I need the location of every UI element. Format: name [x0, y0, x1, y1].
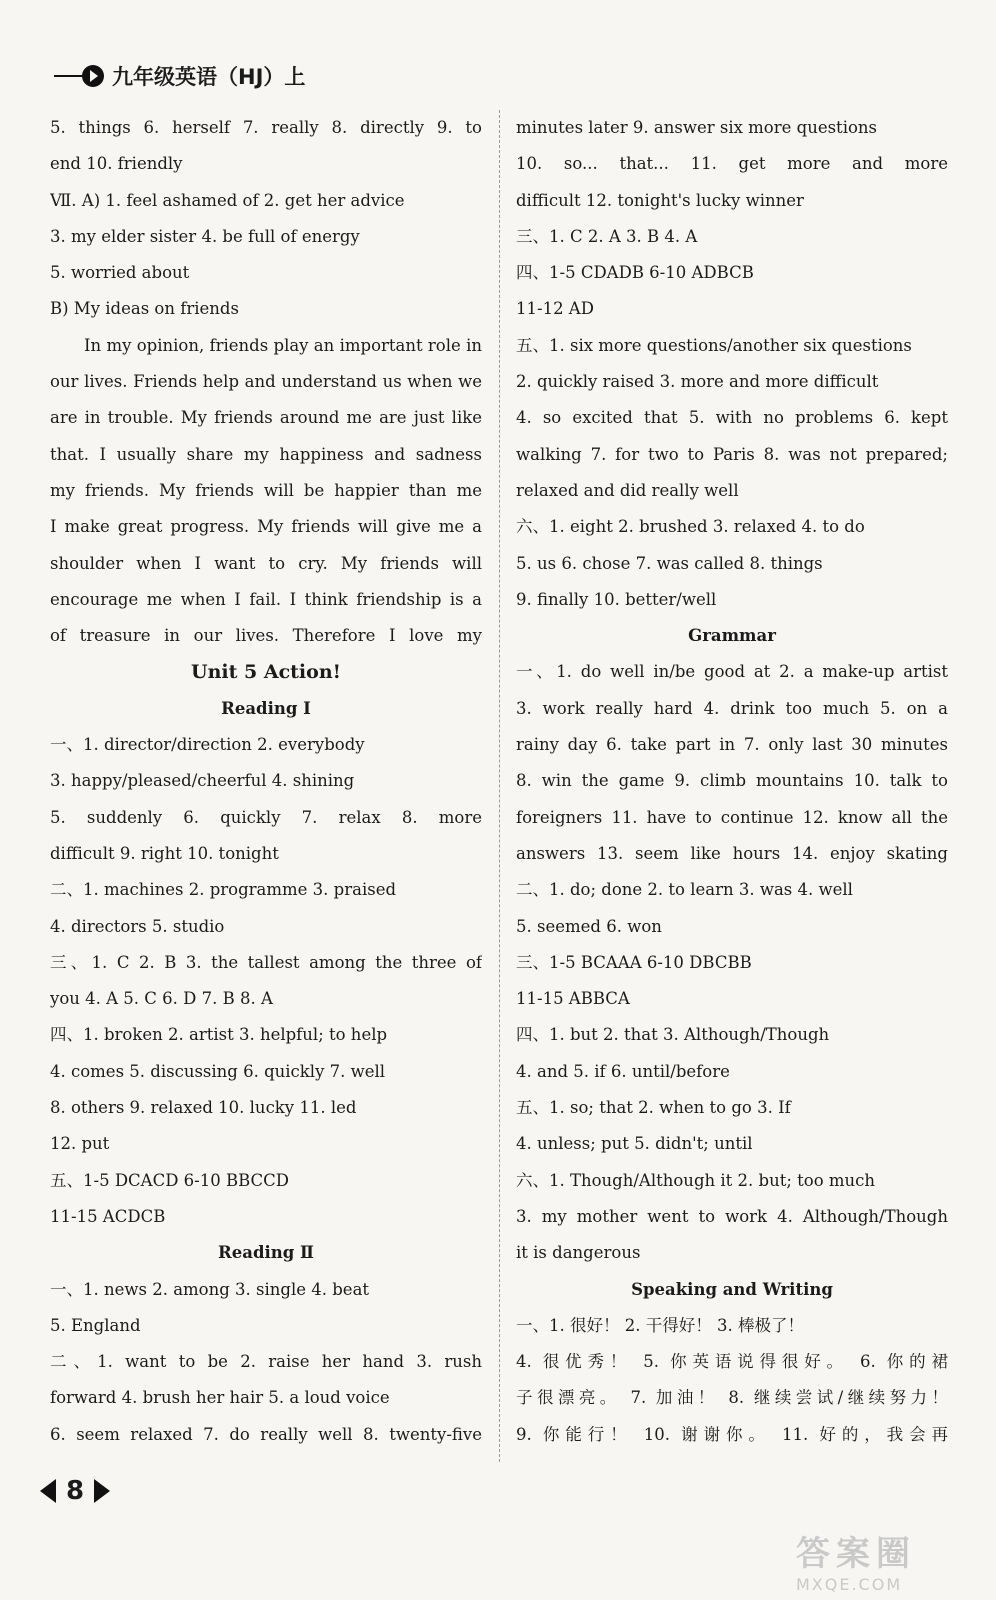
answer-line: 四、1. broken 2. artist 3. helpful; to help — [50, 1025, 388, 1045]
answer-line: 3. my mother went to work 4. Although/Though — [516, 1206, 948, 1226]
answer-line: forward 4. brush her hair 5. a loud voice — [50, 1388, 390, 1408]
answer-line: 六、1. Though/Although it 2. but; too much — [516, 1170, 876, 1190]
answer-line: Grammar — [688, 626, 776, 646]
answer-line: you 4. A 5. C 6. D 7. B 8. A — [50, 989, 273, 1009]
answer-line: 六、1. eight 2. brushed 3. relaxed 4. to do — [516, 517, 865, 537]
answer-line: 4. comes 5. discussing 6. quickly 7. well — [50, 1061, 386, 1081]
answer-line: Reading Ⅰ — [221, 698, 311, 718]
page-header — [54, 58, 305, 94]
answer-line: that. I usually share my happiness and sadness — [50, 444, 482, 464]
answer-line: answers 13. seem like hours 14. enjoy skating — [516, 843, 948, 863]
answer-line: 5. things 6. herself 7. really 8. directly 9. to — [50, 118, 482, 137]
answer-line: difficult 9. right 10. tonight — [50, 843, 279, 863]
answer-line: encourage me when I fail. I think friendship is a — [50, 589, 482, 609]
answer-line: 4. directors 5. studio — [50, 916, 225, 936]
answer-line: 5. seemed 6. won — [516, 916, 662, 936]
answer-line: difficult 12. tonight's lucky winner — [516, 190, 804, 210]
answer-line: 五、1. six more questions/another six questions — [516, 335, 912, 355]
answer-line: minutes later 9. answer six more questions — [516, 118, 877, 137]
answer-line: 3. happy/pleased/cheerful 4. shining — [50, 771, 355, 791]
column-divider — [499, 110, 500, 1462]
answer-line: of treasure in our lives. Therefore I love my — [50, 626, 482, 646]
answer-line: 4. so excited that 5. with no problems 6. kept — [516, 408, 948, 428]
answer-line: 9. 你能行！ 10. 谢谢你。 11. 好的，我会再 — [516, 1424, 948, 1444]
answer-line: are in trouble. My friends around me are just like — [50, 408, 482, 428]
answer-line: 6. seem relaxed 7. do really well 8. twenty-five — [50, 1424, 482, 1444]
answer-line: I make great progress. My friends will give me a — [50, 517, 482, 537]
answer-line: 3. work really hard 4. drink too much 5. on a — [516, 698, 948, 718]
answer-line: 11-12 AD — [516, 299, 594, 319]
answer-line: walking 7. for two to Paris 8. was not prepared; — [516, 444, 948, 464]
answer-line: our lives. Friends help and understand us when we — [50, 372, 482, 392]
answer-line: In my opinion, friends play an important role in — [84, 335, 482, 355]
right-column — [516, 110, 948, 1453]
answer-line: 11-15 ABBCA — [516, 989, 630, 1009]
answer-line: 5. worried about — [50, 263, 190, 283]
answer-line: 8. others 9. relaxed 10. lucky 11. led — [50, 1098, 357, 1118]
watermark-brand: 答案圈 — [796, 1534, 916, 1574]
answer-line: 二、1. do; done 2. to learn 3. was 4. well — [516, 880, 853, 900]
answer-line: 4. unless; put 5. didn't; until — [516, 1134, 753, 1154]
answer-line: 二、1. want to be 2. raise her hand 3. rush — [50, 1352, 482, 1372]
book-title: 九年级英语（HJ）上 — [112, 65, 306, 89]
left-column — [50, 110, 482, 1453]
answer-line: 5. England — [50, 1315, 141, 1335]
answer-line: 一、1. 很好！ 2. 干得好！ 3. 棒极了！ — [516, 1315, 804, 1335]
answer-line: 4. and 5. if 6. until/before — [516, 1061, 730, 1081]
page-number: 8 — [66, 1476, 85, 1506]
answer-line: end 10. friendly — [50, 154, 183, 174]
answer-line: 10. so... that... 11. get more and more — [516, 154, 948, 174]
answer-line: B) My ideas on friends — [50, 299, 239, 319]
answer-line: 四、1-5 CDADB 6-10 ADBCB — [516, 263, 754, 283]
answer-line: 5. suddenly 6. quickly 7. relax 8. more — [50, 807, 482, 827]
answer-line: shoulder when I want to cry. My friends will — [50, 553, 482, 573]
watermark — [796, 1526, 976, 1594]
answer-line: 3. my elder sister 4. be full of energy — [50, 226, 360, 246]
answer-line: Unit 5 Action! — [191, 661, 341, 684]
answer-line: 9. finally 10. better/well — [516, 589, 717, 609]
answer-line: 三、1-5 BCAAA 6-10 DBCBB — [516, 952, 752, 972]
answer-line: 11-15 ACDCB — [50, 1206, 166, 1226]
header-rule — [54, 75, 82, 77]
answer-line: 三、1. C 2. A 3. B 4. A — [516, 226, 698, 246]
answer-line: foreigners 11. have to continue 12. know all the — [516, 807, 948, 827]
watermark-site: MXQE.COM — [796, 1575, 903, 1594]
answer-line: 三、1. C 2. B 3. the tallest among the three of — [50, 952, 482, 972]
answer-line: 子很漂亮。 7. 加油！ 8. 继续尝试/继续努力！ — [516, 1388, 948, 1408]
answer-line: it is dangerous — [516, 1243, 641, 1263]
answer-line: 12. put — [50, 1134, 110, 1154]
answer-line: Speaking and Writing — [631, 1279, 833, 1299]
answer-line: 2. quickly raised 3. more and more difficult — [516, 372, 879, 392]
answer-line: Reading Ⅱ — [218, 1243, 314, 1263]
answer-line: 二、1. machines 2. programme 3. praised — [50, 880, 397, 900]
answer-line: 5. us 6. chose 7. was called 8. things — [516, 553, 823, 573]
page-footer — [40, 1476, 110, 1506]
answer-line: 四、1. but 2. that 3. Although/Though — [516, 1025, 830, 1045]
answer-line: 一、1. news 2. among 3. single 4. beat — [50, 1279, 370, 1299]
next-arrow-icon — [94, 1479, 110, 1503]
answer-line: Ⅶ. A) 1. feel ashamed of 2. get her advice — [50, 190, 405, 210]
answer-line: 8. win the game 9. climb mountains 10. talk to — [516, 771, 948, 791]
answer-line: my friends. My friends will be happier than me — [50, 480, 482, 500]
answer-line: 五、1. so; that 2. when to go 3. If — [516, 1098, 791, 1118]
answer-line: relaxed and did really well — [516, 480, 739, 500]
answer-line: 五、1-5 DCACD 6-10 BBCCD — [50, 1170, 290, 1190]
answer-line: 4. 很优秀！ 5. 你英语说得很好。 6. 你的裙 — [516, 1352, 948, 1372]
prev-arrow-icon — [40, 1479, 56, 1503]
answer-line: 一、1. do well in/be good at 2. a make-up artist — [516, 662, 948, 682]
play-logo-icon — [82, 65, 104, 87]
answer-line: 一、1. director/direction 2. everybody — [50, 735, 365, 755]
answer-line: rainy day 6. take part in 7. only last 30 minutes — [516, 735, 948, 755]
